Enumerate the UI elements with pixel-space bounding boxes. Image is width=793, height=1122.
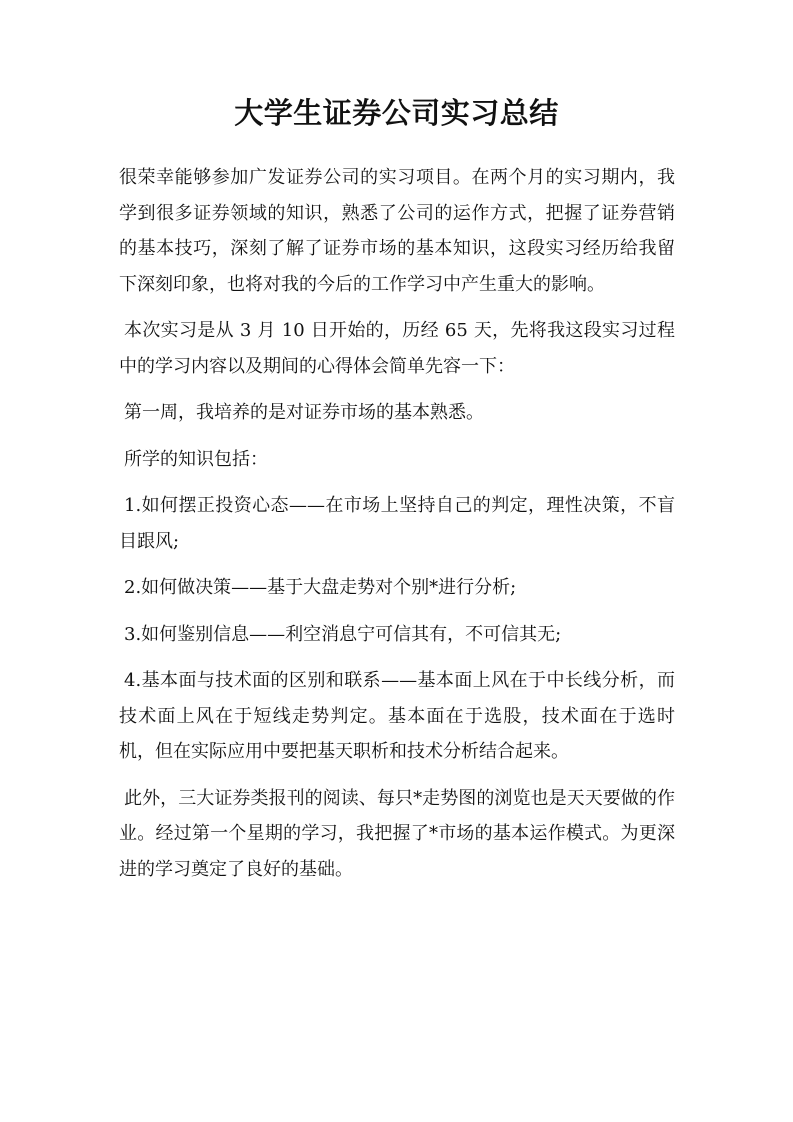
paragraph-intro: 很荣幸能够参加广发证券公司的实习项目。在两个月的实习期内，我学到很多证券领域的知识，熟悉了公司的运作方式，把握了证券营销的基本技巧，深刻了解了证券市场的基本知识，这段实习经历给我留下深刻印象，也将对我的今后的工作学习中产生重大的影响。: [119, 167, 675, 295]
paragraph-overview: 本次实习是从 3 月 10 日开始的，历经 65 天，先将我这段实习过程中的学习内容以及期间的心得体会简单先容一下：: [119, 320, 675, 377]
list-item-2: 2.如何做决策——基于大盘走势对个别*进行分析;: [124, 577, 517, 598]
list-item-1: 1.如何摆正投资心态——在市场上坚持自己的判定，理性决策，不盲目跟风;: [119, 495, 675, 552]
paragraph-week-one: 第一周，我培养的是对证券市场的基本熟悉。: [124, 402, 484, 423]
paragraph-knowledge-heading: 所学的知识包括：: [124, 448, 268, 470]
list-item-3: 3.如何鉴别信息——利空消息宁可信其有，不可信其无;: [124, 623, 562, 645]
document-body: [119, 160, 675, 898]
paragraph-additional: 此外，三大证券类报刊的阅读、每只*走势图的浏览也是天天要做的作业。经过第一个星期的学习，我把握了*市场的基本运作模式。为更深进的学习奠定了良好的基础。: [119, 787, 675, 880]
list-item-4: 4.基本面与技术面的区别和联系——基本面上风在于中长线分析，而技术面上风在于短线走势判定。基本面在于选股，技术面在于选时机，但在实际应用中要把基天职析和技术分析结合起来。: [119, 670, 675, 762]
document-title: 大学生证券公司实习总结: [234, 96, 559, 130]
